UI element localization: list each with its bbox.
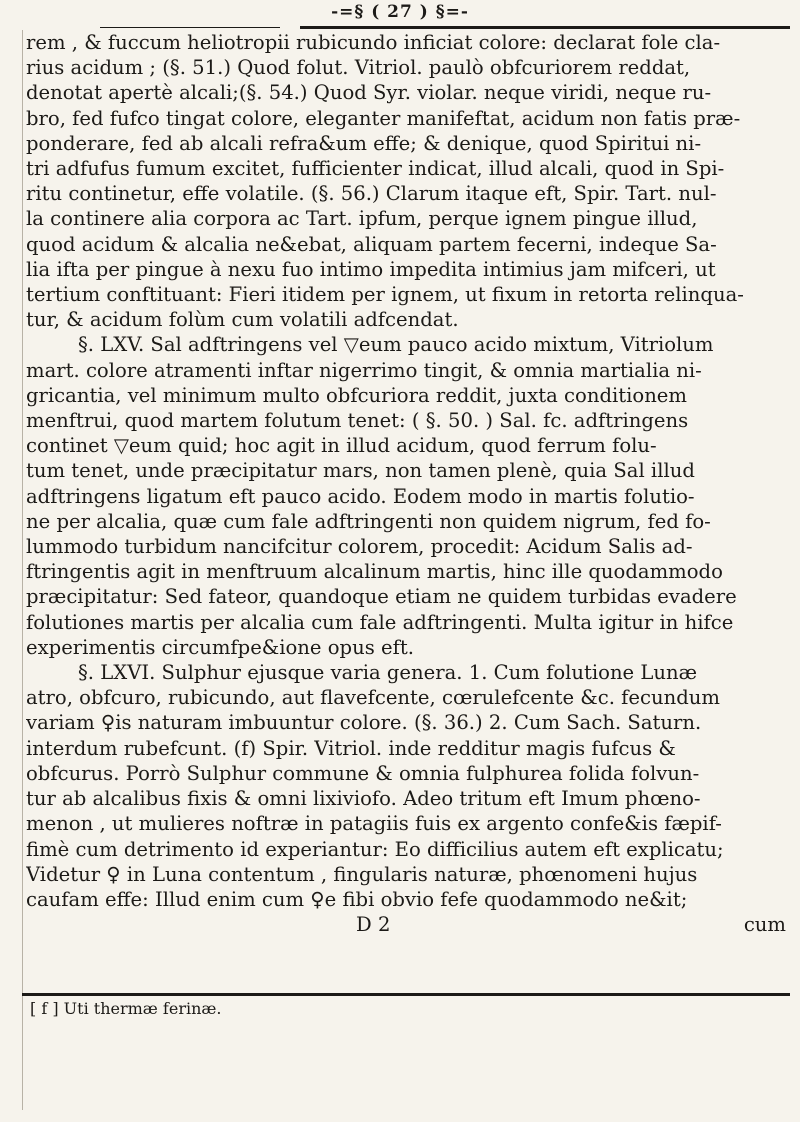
text-line: ftringentis agit in menftruum alcalinum martis, hinc ille quodammodo: [26, 560, 723, 584]
text-line: denotat apertè alcali;(§. 54.) Quod Syr. violar. neque viridi, neque ru-: [26, 81, 712, 105]
text-line: tur, & acidum folùm cum volatili adfcendat.: [26, 308, 459, 332]
section-heading-line: §. LXVI. Sulphur ejusque varia genera. 1. Cum folutione Lunæ: [78, 661, 698, 685]
text-line: folutiones martis per alcalia cum fale adftringenti. Multa igitur in hifce: [26, 610, 734, 634]
footnote: [ f ] Uti thermæ ferinæ.: [30, 999, 222, 1018]
text-line: adftringens ligatum eft pauco acido. Eodem modo in martis folutio-: [26, 484, 695, 508]
text-line: rius acidum ; (§. 51.) Quod folut. Vitriol. paulò obfcuriorem reddat,: [26, 56, 691, 80]
text-line: interdum rubefcunt. (f) Spir. Vitriol. inde redditur magis fufcus &: [26, 736, 676, 760]
page-header: -=§ ( 27 ) §=-: [331, 2, 469, 22]
header-rule-left: [100, 27, 280, 28]
text-line: continet ▽eum quid; hoc agit in illud acidum, quod ferrum folu-: [26, 434, 657, 458]
text-line: atro, obfcuro, rubicundo, aut flavefcente, cœrulefcente &c. fecundum: [26, 686, 720, 710]
text-line: lummodo turbidum nancifcitur colorem, procedit: Acidum Salis ad-: [26, 535, 693, 559]
text-line: variam ♀is naturam imbuuntur colore. (§. 36.) 2. Cum Sach. Saturn.: [26, 711, 702, 735]
text-line: bro, fed fufco tingat colore, eleganter manifeftat, acidum non fatis præ-: [26, 106, 741, 130]
text-line: obfcurus. Porrò Sulphur commune & omnia fulphurea folida folvun-: [26, 761, 700, 785]
section-heading-line: §. LXV. Sal adftringens vel ▽eum pauco acido mixtum, Vitriolum: [78, 333, 714, 357]
body-text: [26, 30, 796, 937]
header-rule: [300, 26, 790, 29]
text-line: caufam effe: Illud enim cum ♀e fibi obvio fefe quodammodo ne&it;: [26, 887, 688, 911]
text-line: menftrui, quod martem folutum tenet: ( §. 50. ) Sal. fc. adftringens: [26, 409, 689, 433]
text-line: quod acidum & alcalia ne&ebat, aliquam partem fecerni, indeque Sa-: [26, 232, 717, 256]
text-line: ne per alcalia, quæ cum fale adftringenti non quidem nigrum, fed fo-: [26, 509, 711, 533]
text-line: menon , ut mulieres noftræ in patagiis fuis ex argento confe&is fæpif-: [26, 812, 722, 836]
text-line: ritu continetur, effe volatile. (§. 56.) Clarum itaque eft, Spir. Tart. nul-: [26, 182, 717, 206]
text-line: fimè cum detrimento id experiantur: Eo difficilius autem eft explicatu;: [26, 837, 724, 861]
text-line: præcipitatur: Sed fateor, quandoque etiam ne quidem turbidas evadere: [26, 585, 737, 609]
text-line: lia ifta per pingue à nexu fuo intimo impedita intimius jam mifceri, ut: [26, 257, 716, 281]
text-line: tertium conftituant: Fieri itidem per ignem, ut fixum in retorta relinqua-: [26, 283, 744, 307]
text-line: tum tenet, unde præcipitatur mars, non tamen plenè, quia Sal illud: [26, 459, 695, 483]
text-line: tur ab alcalibus fixis & omni lixiviofo. Adeo tritum eft Imum phœno-: [26, 787, 701, 811]
catch-line: [26, 912, 796, 937]
catchword: cum: [743, 913, 786, 937]
text-line: la continere alia corpora ac Tart. ipfum, perque ignem pingue illud,: [26, 207, 698, 231]
signature-mark: D 2: [356, 913, 391, 937]
text-line: rem , & fuccum heliotropii rubicundo inficiat colore: declarat fole cla-: [26, 31, 721, 54]
text-line: gricantia, vel minimum multo obfcuriora reddit, juxta conditionem: [26, 383, 687, 407]
text-line: mart. colore atramenti inftar nigerrimo tingit, & omnia martialia ni-: [26, 358, 702, 382]
footnote-rule: [22, 993, 790, 996]
text-line: ponderare, fed ab alcali refra&um effe; & denique, quod Spiritui ni-: [26, 131, 702, 155]
text-line: experimentis circumfpe&ione opus eft.: [26, 635, 414, 659]
text-line: tri adfufus fumum excitet, fufficienter indicat, illud alcali, quod in Spi-: [26, 157, 725, 181]
page-margin-line: [22, 30, 23, 1110]
text-line: Videtur ♀ in Luna contentum , fingularis naturæ, phœnomeni hujus: [26, 862, 698, 886]
